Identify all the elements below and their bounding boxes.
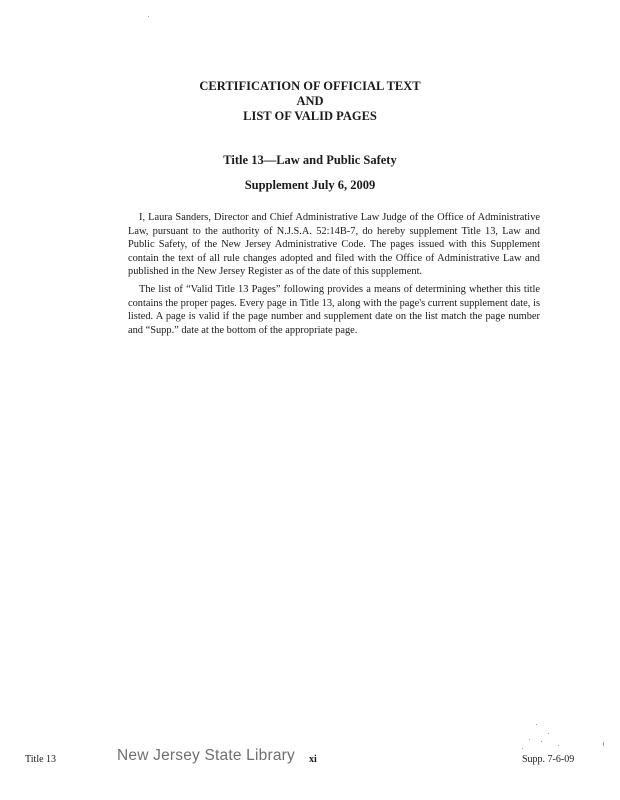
scan-speck	[558, 745, 559, 746]
scan-speck	[529, 739, 530, 740]
page-number: xi	[309, 754, 317, 765]
title-heading: Title 13—Law and Public Safety	[223, 153, 397, 167]
certification-heading: CERTIFICATION OF OFFICIAL TEXT	[199, 79, 421, 93]
valid-pages-heading: LIST OF VALID PAGES	[243, 109, 377, 123]
scan-speck	[522, 748, 523, 749]
scan-speck	[541, 741, 542, 742]
scan-speck	[548, 733, 549, 734]
scan-speck	[603, 742, 604, 746]
certification-paragraph: I, Laura Sanders, Director and Chief Administrative Law Judge of the Office of Administrative Law, pursuant to the authority of N.J.S.A. 52:14B-7, do hereby supplement Title 13, Law and Public Safety, of the New Jersey Administrative Code. The pages issued with this Supplement contain the text of all rule changes adopted and filed with the Office of Administrative Law and published in the New Jersey Register as of the date of this supplement.	[128, 212, 540, 278]
scan-speck	[148, 16, 149, 17]
footer-supplement-date: Supp. 7-6-09	[522, 754, 575, 765]
footer-title: Title 13	[25, 754, 57, 765]
library-stamp: New Jersey State Library	[117, 747, 295, 764]
supplement-date-heading: Supplement July 6, 2009	[244, 178, 376, 192]
scan-speck	[536, 724, 537, 725]
valid-pages-paragraph: The list of “Valid Title 13 Pages” following provides a means of determining whether this title contains the proper pages. Every page in Title 13, along with the page's current supplement date, is listed. A page is valid if the page number and supplement date on the list match the page number and “Supp.” date at the bottom of the appropriate page.	[128, 284, 540, 336]
heading-conjunction: AND	[296, 94, 324, 108]
